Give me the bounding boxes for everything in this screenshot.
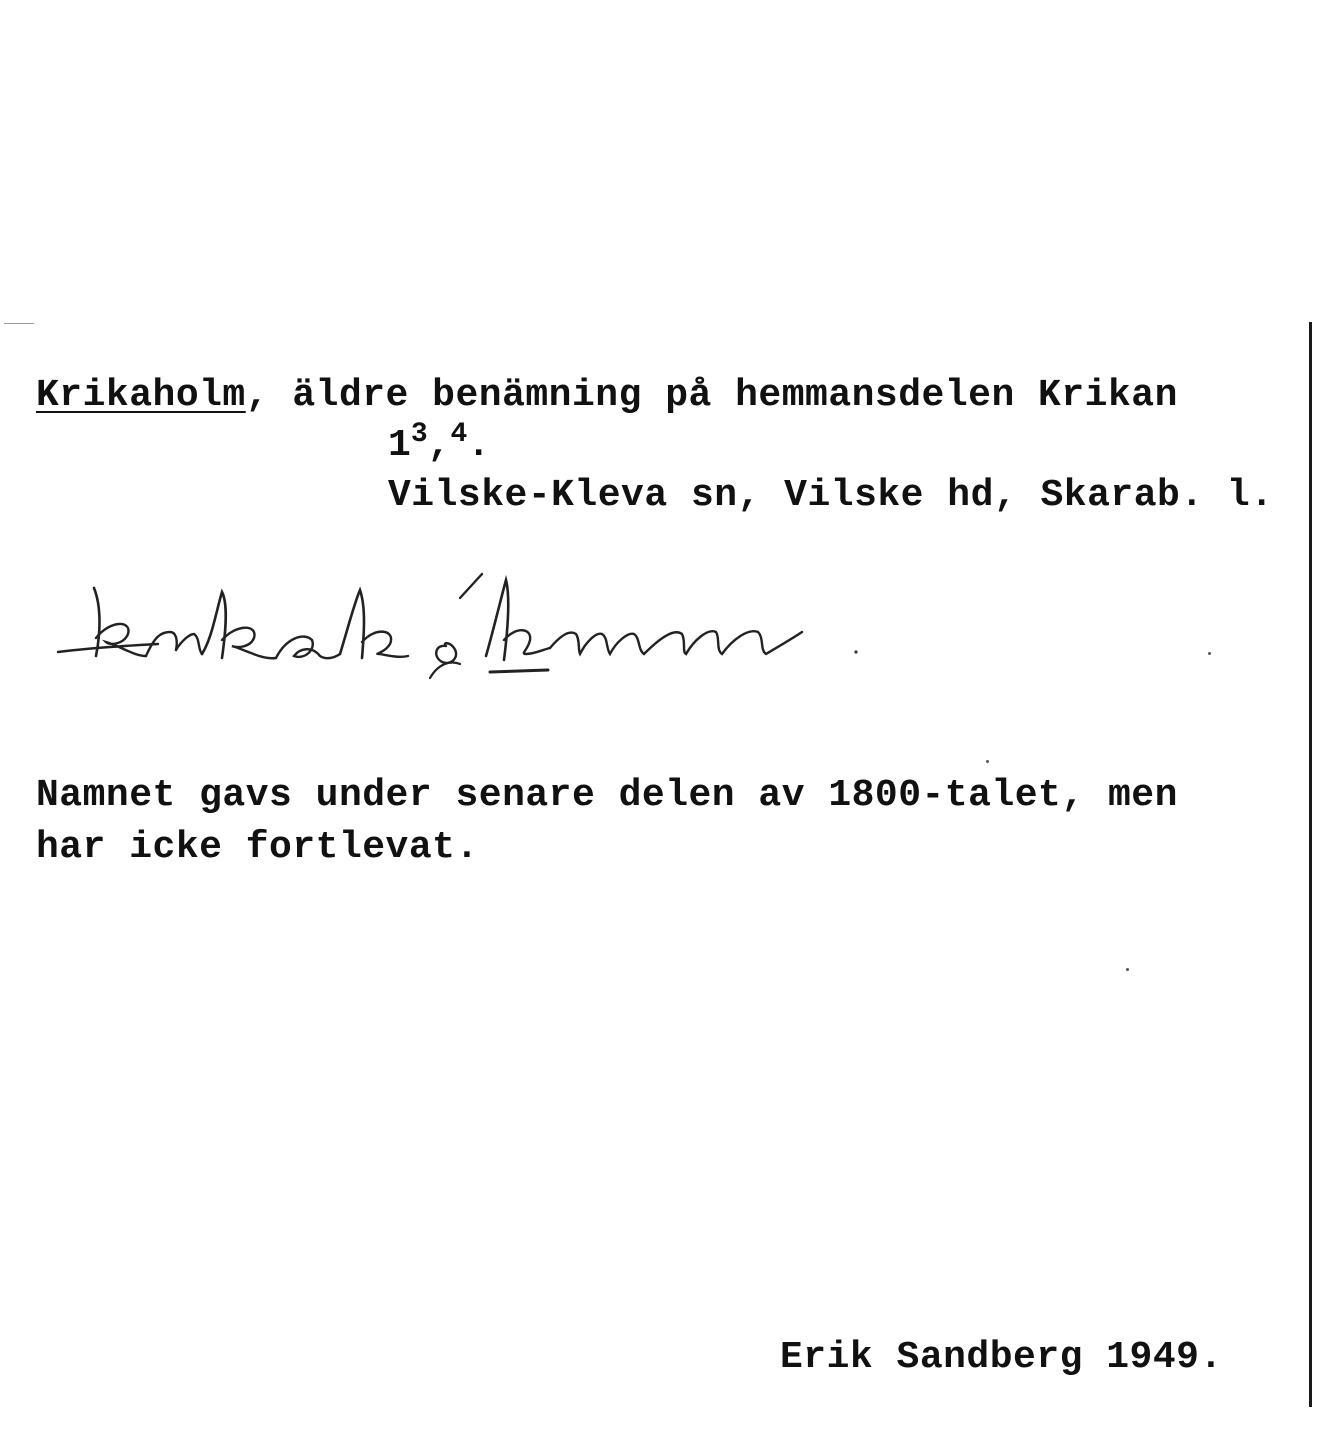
paper-speck xyxy=(986,760,989,763)
paper-speck xyxy=(1126,968,1129,971)
body-text-line-1: Namnet gavs under senare delen av 1800-talet, men xyxy=(36,774,1178,817)
heading-description: , äldre benämning på hemmansdelen Krikan xyxy=(245,374,1178,417)
paper-speck xyxy=(1208,652,1211,655)
entry-heading-line xyxy=(36,376,1178,416)
source-reference: $1^3,^4$. xyxy=(388,419,491,467)
handwritten-pronunciation xyxy=(50,568,880,688)
card-edge-mark xyxy=(4,323,34,324)
signature-line: Erik Sandberg 1949. xyxy=(780,1336,1223,1379)
body-text-line-2: har icke fortlevat. xyxy=(36,826,479,869)
headword: Krikaholm xyxy=(36,374,246,417)
location-line: Vilske-Kleva sn, Vilske hd, Skarab. l. xyxy=(388,474,1274,517)
card-right-border xyxy=(1309,322,1312,1407)
